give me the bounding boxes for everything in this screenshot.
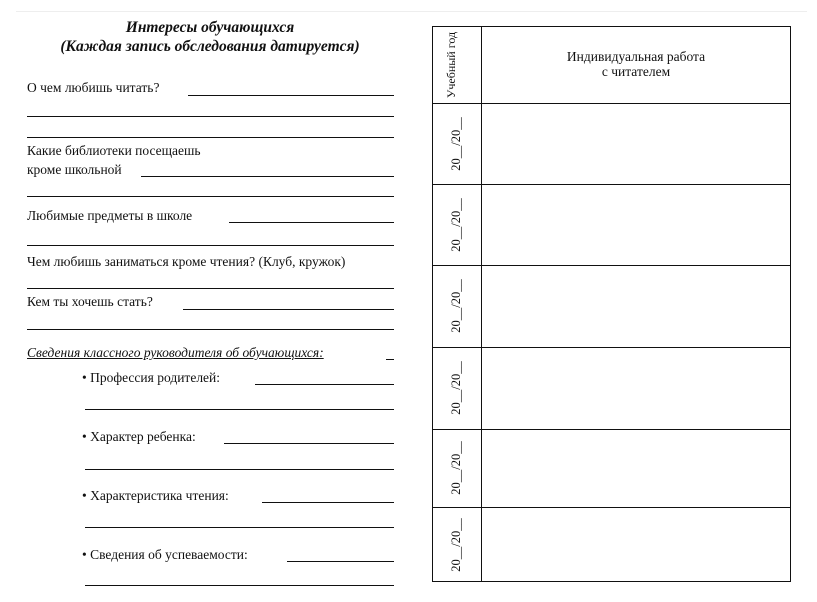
page-top-border <box>16 11 807 12</box>
progress-info-label: • Сведения об успеваемости: <box>82 547 248 562</box>
teacher-info-heading: Сведения классного руководителя об обучающихся: <box>27 345 324 360</box>
work-column-header-line-1: Индивидуальная работа <box>566 49 706 64</box>
answer-line-progress[interactable] <box>287 561 394 562</box>
year-cell[interactable]: 20__/20__ <box>449 361 463 415</box>
answer-line-profession-2[interactable] <box>85 409 394 410</box>
answer-line-career-2[interactable] <box>27 329 394 330</box>
answer-line-character[interactable] <box>224 443 394 444</box>
table-row-line <box>433 184 790 185</box>
answer-line-reading-char-2[interactable] <box>85 527 394 528</box>
form-subtitle: (Каждая запись обследования датируется) <box>60 38 360 55</box>
answer-line-subjects-2[interactable] <box>27 245 394 246</box>
answer-line-career[interactable] <box>183 309 394 310</box>
question-subjects-label: Любимые предметы в школе <box>27 208 193 223</box>
year-column-header: Учебный год <box>444 31 458 99</box>
individual-work-table <box>432 26 791 582</box>
answer-line-reading-2[interactable] <box>27 116 394 117</box>
table-row-line <box>433 265 790 266</box>
year-cell[interactable]: 20__/20__ <box>449 518 463 572</box>
work-column-header-line-2: с читателем <box>601 64 671 79</box>
year-cell[interactable]: 20__/20__ <box>449 279 463 333</box>
table-row-line <box>433 507 790 508</box>
table-row-line <box>433 429 790 430</box>
child-character-label: • Характер ребенка: <box>82 429 196 444</box>
work-column-header <box>482 49 790 79</box>
table-row-line <box>433 347 790 348</box>
question-libraries-label-1: Какие библиотеки посещаешь <box>27 143 201 158</box>
answer-line-character-2[interactable] <box>85 469 394 470</box>
answer-line-libraries-2[interactable] <box>27 196 394 197</box>
answer-line-reading-char[interactable] <box>262 502 394 503</box>
reading-characteristic-label: • Характеристика чтения: <box>82 488 229 503</box>
teacher-info-line[interactable] <box>386 359 394 360</box>
form-title: Интересы обучающихся <box>125 19 295 36</box>
answer-line-reading[interactable] <box>188 95 394 96</box>
year-cell[interactable]: 20__/20__ <box>449 198 463 252</box>
table-column-divider <box>481 27 482 581</box>
answer-line-hobby[interactable] <box>27 288 394 289</box>
question-hobby-label: Чем любишь заниматься кроме чтения? (Клуб, кружок) <box>27 254 346 269</box>
year-cell[interactable]: 20__/20__ <box>449 117 463 171</box>
parents-profession-label: • Профессия родителей: <box>82 370 221 385</box>
question-career-label: Кем ты хочешь стать? <box>27 294 153 309</box>
answer-line-subjects[interactable] <box>229 222 394 223</box>
answer-line-progress-2[interactable] <box>85 585 394 586</box>
year-cell[interactable]: 20__/20__ <box>449 441 463 495</box>
answer-line-libraries[interactable] <box>141 176 394 177</box>
table-row-line <box>433 103 790 104</box>
question-reading-label: О чем любишь читать? <box>27 80 160 95</box>
answer-line-profession[interactable] <box>255 384 394 385</box>
answer-line-reading-3[interactable] <box>27 137 394 138</box>
question-libraries-label-2: кроме школьной <box>27 162 122 177</box>
